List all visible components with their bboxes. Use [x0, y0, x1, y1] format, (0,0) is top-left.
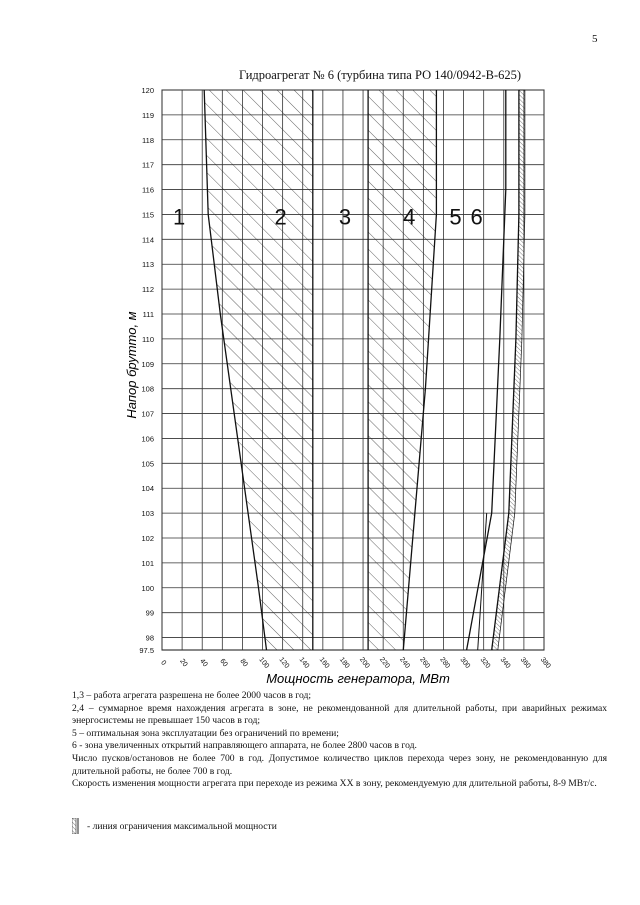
y-axis-label: Напор брутто, м [124, 311, 139, 419]
y-tick-label: 116 [142, 185, 154, 195]
y-tick-label: 120 [141, 86, 154, 95]
x-tick-label: 180 [337, 656, 351, 670]
x-tick-label: 120 [277, 656, 291, 670]
note-1: 1,3 – работа агрегата разрешена не более 2000 часов в год; [72, 690, 312, 701]
legend-label: - линия ограничения максимальной мощности [87, 820, 277, 832]
legend-hatch-icon [72, 818, 81, 834]
x-tick-label: 140 [297, 656, 311, 670]
y-tick-label: 104 [141, 484, 154, 494]
x-tick-label: 0 [159, 659, 168, 667]
boundary-line-5-6 [467, 90, 506, 650]
note-2: 2,4 – суммарное время нахождения агрегата в зоне, не рекомендованной для длительной работы, при аварийных режимах энергосистемы не превышает 150 часов в год; [72, 702, 607, 727]
x-tick-label: 260 [418, 656, 431, 670]
x-tick-label: 40 [198, 657, 209, 669]
y-tick-label: 117 [142, 160, 154, 170]
x-tick-label: 360 [518, 656, 532, 670]
x-tick-label: 240 [398, 656, 411, 670]
hatched-zone-2 [204, 90, 313, 650]
x-tick-label: 280 [438, 656, 452, 670]
x-tick-label: 340 [498, 656, 512, 670]
x-tick-label: 100 [257, 656, 271, 670]
max-power-limit-band [492, 90, 525, 650]
y-tick-label: 98 [145, 633, 154, 643]
zone-label-4: 4 [403, 204, 416, 230]
y-tick-label: 118 [142, 135, 154, 145]
y-tick-label: 112 [142, 285, 154, 295]
zone-label-1: 1 [172, 204, 186, 230]
chart-title: Гидроагрегат № 6 (турбина типа РО 140/0942-В-625) [238, 68, 522, 82]
y-tick-label: 108 [141, 384, 154, 394]
y-tick-label: 110 [142, 334, 154, 344]
note-4: 6 - зона увеличенных открытий направляющего аппарата, не более 2800 часов в год. [72, 740, 417, 752]
y-tick-label: 97.5 [139, 646, 154, 655]
x-tick-label: 200 [357, 656, 371, 670]
page-number: 5 [592, 33, 598, 45]
y-tick-label: 113 [142, 260, 154, 270]
x-tick-label: 80 [238, 657, 249, 669]
zone-label-2: 2 [274, 204, 287, 230]
note-5: Число пусков/остановов не более 700 в год. Допустимое количество циклов перехода через зону, не рекомендованную для длительной работы, не более 700 в год. [72, 752, 607, 777]
y-tick-label: 114 [142, 235, 154, 245]
notes [72, 690, 607, 791]
note-3: 5 – оптимальная зона эксплуатации без ограничений по времени; [72, 727, 339, 739]
y-tick-label: 100 [141, 583, 154, 593]
note-6: Скорость изменения мощности агрегата при переходе из режима ХХ в зону, рекомендуемую для длительной работы, 8-9 МВт/с. [72, 778, 597, 790]
x-tick-label: 60 [218, 657, 229, 669]
legend [72, 818, 277, 834]
y-tick-label: 111 [142, 310, 154, 319]
x-tick-label: 160 [317, 656, 331, 670]
y-tick-label: 102 [141, 534, 154, 543]
y-tick-label: 99 [145, 608, 154, 618]
zone-label-5: 5 [449, 204, 462, 230]
y-tick-label: 119 [142, 110, 154, 120]
x-axis-label: Мощность генератора, МВт [266, 671, 450, 686]
x-tick-label: 300 [458, 656, 472, 670]
zone-label-6: 6 [470, 204, 483, 230]
y-tick-label: 109 [141, 359, 154, 369]
y-tick-label: 105 [141, 459, 154, 469]
x-tick-label: 380 [538, 656, 552, 670]
y-tick-label: 115 [142, 210, 154, 220]
zone-label-3: 3 [338, 204, 352, 230]
y-tick-label: 103 [141, 509, 154, 519]
y-tick-label: 101 [141, 558, 154, 568]
y-tick-label: 106 [141, 434, 154, 444]
x-tick-label: 20 [178, 657, 189, 669]
x-tick-label: 220 [377, 656, 391, 670]
x-tick-label: 320 [478, 656, 492, 670]
y-tick-label: 107 [141, 409, 154, 419]
